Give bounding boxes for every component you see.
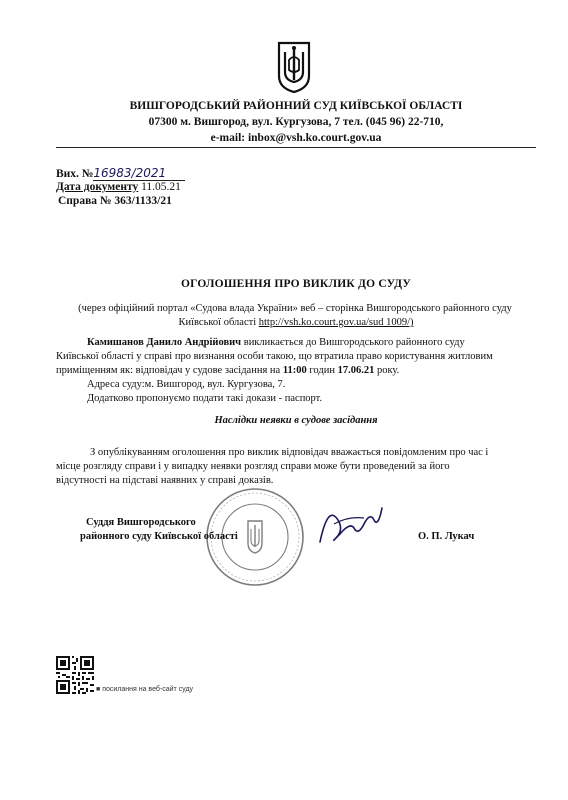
coat-of-arms-icon [276, 40, 312, 94]
judge-title-line-2: районного суду Київської області [80, 531, 238, 542]
judge-signature-icon [314, 494, 388, 554]
notice-title: ОГОЛОШЕННЯ ПРО ВИКЛИК ДО СУДУ [180, 278, 412, 290]
body-line-2: Київської області у справі про визнання особи такою, що втратила право користування житловим [56, 351, 493, 362]
consequences-line-2: місце розгляду справи і у випадку неявки розгляд справи може бути проведений за його [56, 461, 450, 472]
court-email: e-mail: inbox@vsh.ko.court.gov.ua [210, 132, 382, 144]
hearing-time: 11:00 [282, 365, 307, 376]
outgoing-number: 16983/2021 [93, 166, 185, 181]
doc-date-label: Дата документу [56, 181, 139, 193]
consequences-line-3: відсутності на підставі наявних у справі доказів. [56, 475, 274, 486]
outgoing-number-row [56, 166, 185, 181]
qr-code-icon[interactable] [56, 656, 94, 694]
portal-line-1: (через офіційний портал «Судова влада України» веб – сторінка Вишгородського районного суду [78, 303, 512, 314]
body-line-3: приміщенням як: відповідач у судове засідання на 11:00 годин 17.06.21 року. [56, 365, 400, 376]
consequences-line-1: З опублікуванням оголошення про виклик відповідач вважається повідомленим про час і [90, 447, 489, 458]
body-line-1: Камишанов Данило Андрійович викликається до Вишгородського районного суду [87, 337, 465, 348]
qr-caption-icon: ■ [96, 686, 101, 693]
doc-date: 11.05.21 [141, 181, 181, 193]
portal-link[interactable]: http://vsh.ko.court.gov.ua/sud 1009/) [258, 317, 414, 328]
hearing-date: 17.06.21 [337, 365, 375, 376]
doc-date-row [56, 180, 181, 194]
court-name: ВИШГОРОДСЬКИЙ РАЙОННИЙ СУД КИЇВСЬКОЇ ОБЛАСТІ [129, 100, 463, 112]
outgoing-label: Вих. № [56, 168, 94, 180]
portal-line-2-text: Київської області [178, 317, 259, 328]
header-divider [56, 147, 536, 148]
qr-caption: ■ посилання на веб-сайт суду [96, 686, 194, 693]
judge-name: О. П. Лукач [418, 531, 475, 542]
court-address-line: Адреса суду:м. Вишгород, вул. Кургузова, 7. [87, 379, 286, 390]
court-address: 07300 м. Вишгород, вул. Кургузова, 7 тел. (045 96) 22-710, [148, 116, 444, 128]
consequences-title: Наслідки неявки в судове засідання [214, 415, 378, 426]
evidence-line: Додатково пропонуємо подати такі докази - паспорт. [87, 393, 323, 404]
case-number: Справа № 363/1133/21 [58, 195, 172, 207]
judge-title-line-1: Суддя Вишгородського [86, 517, 196, 528]
portal-line-2 [56, 316, 536, 330]
person-name: Камишанов Данило Андрійович [87, 337, 242, 348]
